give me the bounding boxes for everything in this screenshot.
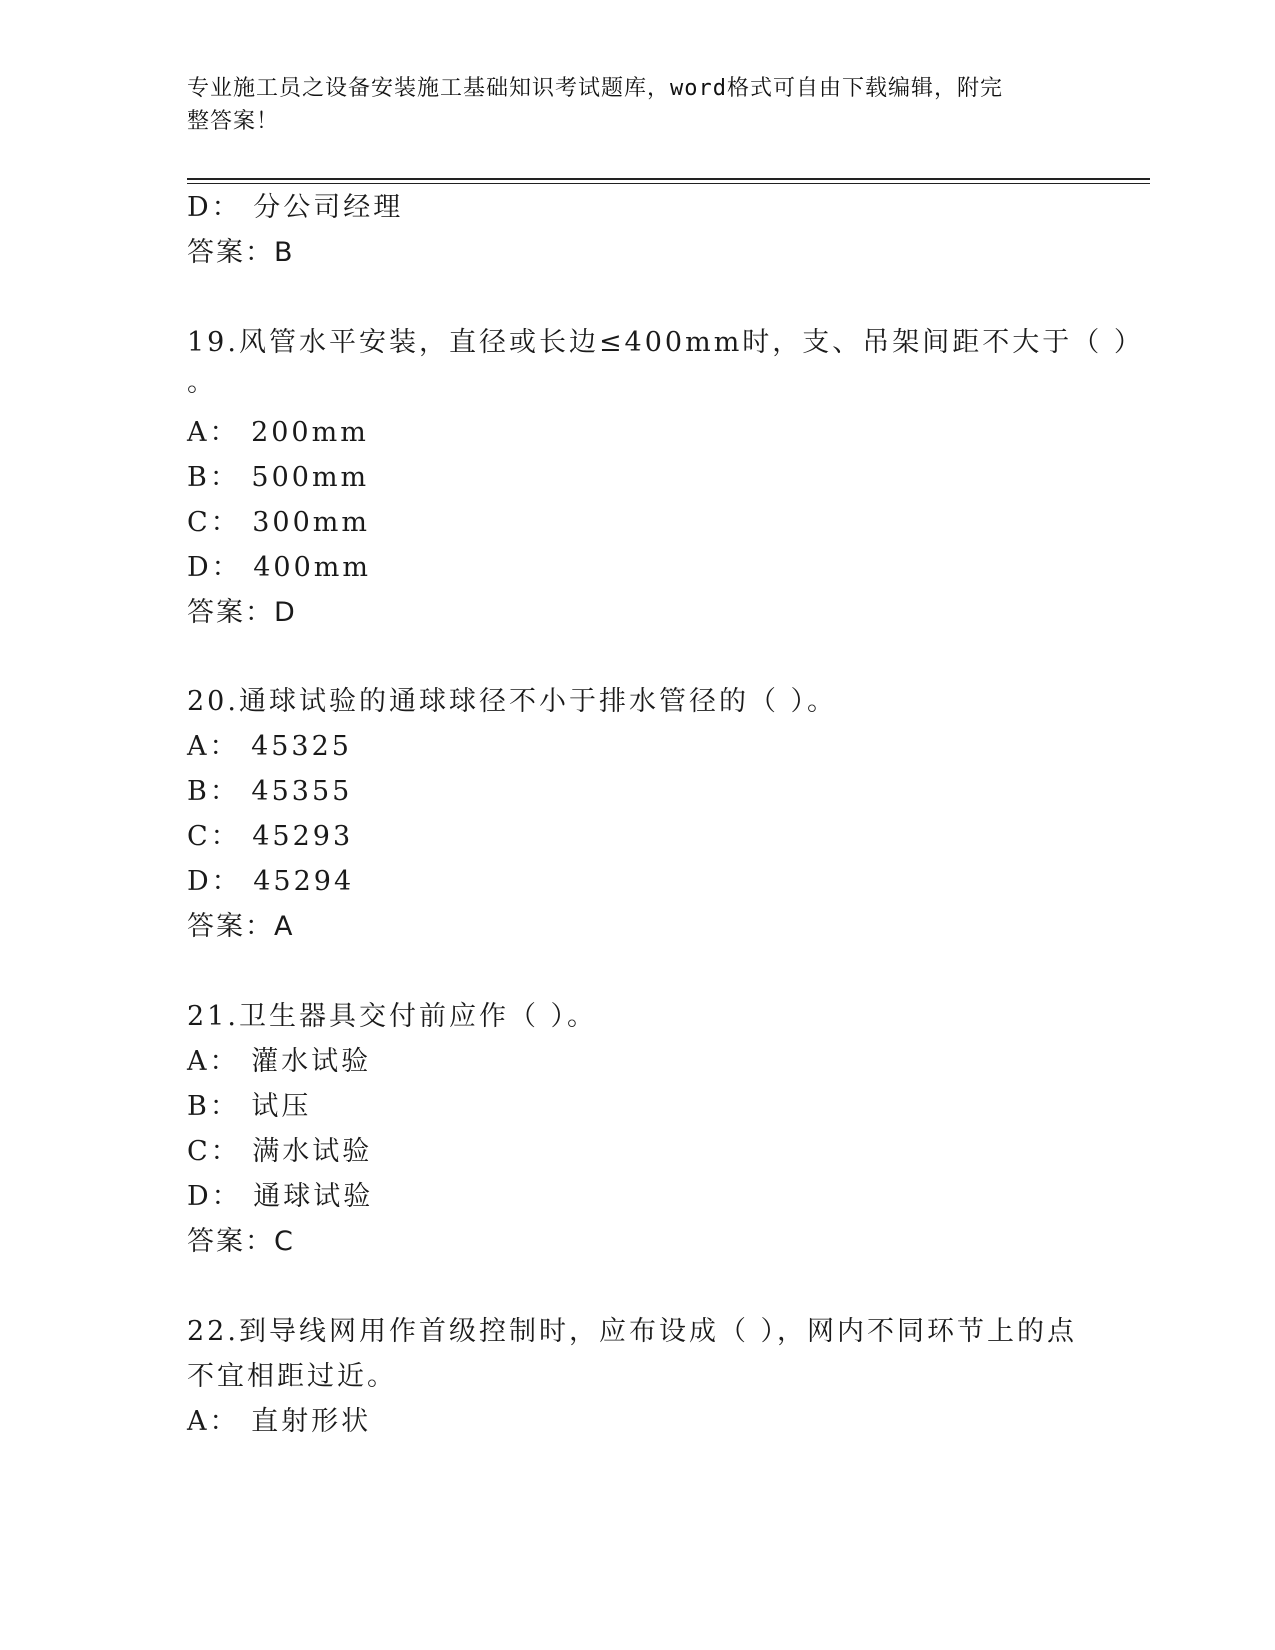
question-21-option-d: D： 通球试验 (187, 1181, 374, 1212)
question-19-stem-line-1: 19.风管水平安装，直径或长边≤400mm时，支、吊架间距不大于（ ） (187, 327, 1144, 358)
question-20-option-a: A： 45325 (187, 731, 352, 762)
prev-question-answer: 答案：B (187, 237, 295, 268)
question-21-answer: 答案：C (187, 1226, 295, 1257)
question-22-option-a: A： 直射形状 (187, 1406, 372, 1437)
question-20-option-b: B： 45355 (187, 776, 353, 807)
question-21-option-c: C： 满水试验 (187, 1136, 373, 1167)
question-19-stem-line-2: 。 (187, 367, 217, 398)
question-22-stem-line-2: 不宜相距过近。 (187, 1361, 397, 1392)
question-20-option-d: D： 45294 (187, 866, 355, 897)
question-19-option-a: A： 200mm (187, 417, 369, 448)
question-21-option-b: B： 试压 (187, 1091, 312, 1122)
prev-question-option-d: D： 分公司经理 (187, 192, 404, 223)
question-19-option-c: C： 300mm (187, 507, 370, 538)
question-20-stem: 20.通球试验的通球球径不小于排水管径的（ ）。 (187, 686, 838, 717)
question-19-option-d: D： 400mm (187, 552, 371, 583)
document-header (187, 72, 1067, 138)
question-21-stem: 21.卫生器具交付前应作（ ）。 (187, 1001, 598, 1032)
question-22-stem-line-1: 22.到导线网用作首级控制时，应布设成（ ），网内不同环节上的点 (187, 1316, 1078, 1347)
question-20-option-c: C： 45293 (187, 821, 354, 852)
question-20-answer: 答案：A (187, 911, 295, 942)
question-19-answer: 答案：D (187, 597, 297, 628)
header-line-2: 整答案！ (187, 109, 280, 134)
header-divider-thin (187, 183, 1150, 184)
question-19-option-b: B： 500mm (187, 462, 370, 493)
header-divider-thick (187, 178, 1150, 180)
header-line-1: 专业施工员之设备安装施工基础知识考试题库，word格式可自由下载编辑，附完 (187, 76, 1003, 101)
question-21-option-a: A： 灌水试验 (187, 1046, 372, 1077)
